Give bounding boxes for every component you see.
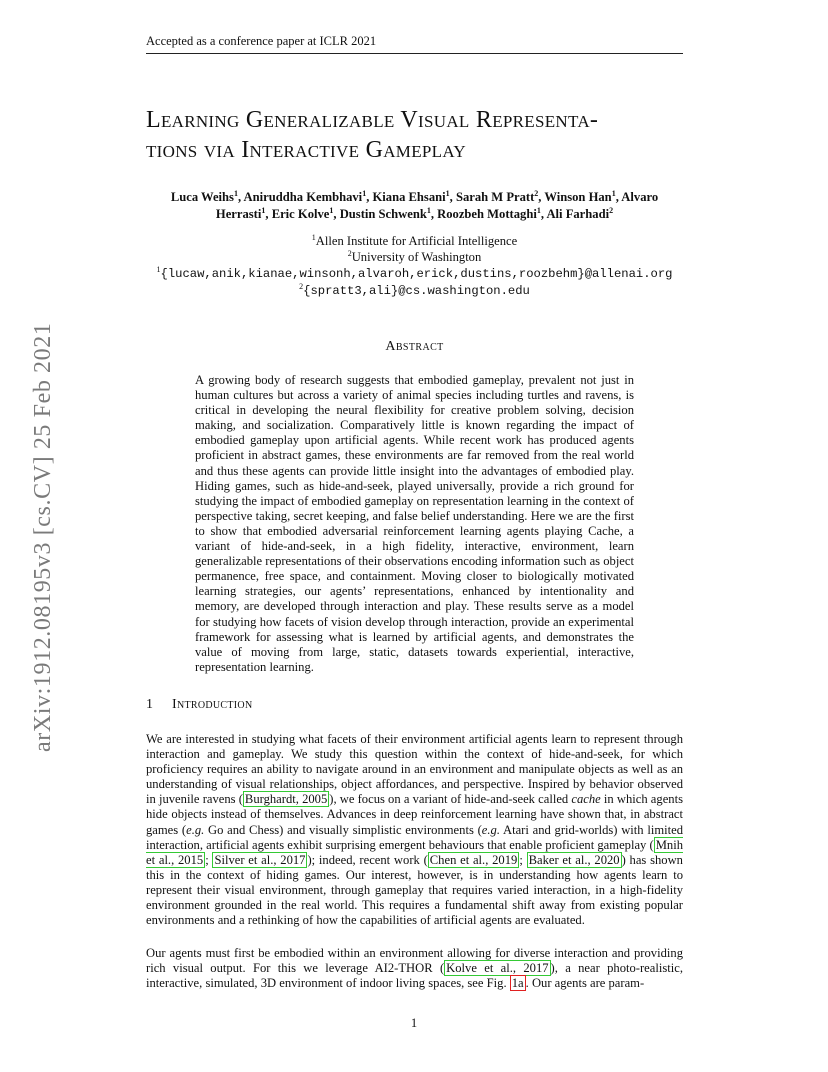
author: Dustin Schwenk: [339, 207, 427, 221]
author: Alvaro Herrasti: [215, 190, 659, 221]
intro-paragraph-1: We are interested in studying what facets of their environment artificial agents learn to represent through interaction and gameplay. We study this question within the context of hide-and-seek, for which proficiency requires an ability to navigate around in an environment and manipulate objects as well as an understanding of visual relationships, object affordances, and perspective. Inspired by behavior observed in juvenile ravens ( Burghardt, 2005 ), we focus on a variant of hide-and-seek called cache in which agents hide objects instead of themselves. Advances in deep reinforcement learning have shown that, in abstract games (e.g. Go and Chess) and visually simplistic environments (e.g. Atari and grid-worlds) with limited interaction, artificial agents exhibit surprising emergent behaviours that enable proficient gameplay ( Mnih et al., 2015 ; Silver et al., 2017 ); indeed, recent work ( Chen et al., 2019 ; Baker et al., 2020 ) has shown this in the context of hiding games. Our interest, however, is in understanding how agents learn to represent their visual environment, through gameplay that requires varied interaction, in a high-fidelity environment grounded in the real world. This requires a fundamental shift away from existing popular environments and a rethinking of how the capabilities of artificial agents are evaluated.: [146, 732, 684, 928]
author: Aniruddha Kembhavi: [243, 190, 363, 204]
author: Sarah M Pratt: [455, 190, 535, 204]
title-line-2: tions via Interactive Gameplay: [146, 137, 466, 163]
citation-link[interactable]: Burghardt, 2005: [244, 792, 328, 807]
running-header: Accepted as a conference paper at ICLR 2021: [146, 34, 377, 48]
email-1-text: {lucaw,anik,kianae,winsonh,alvaroh,erick,dustins,roozbehm}@allenai.org: [160, 267, 673, 281]
email-1: $^1${lucaw,anik,kianae,winsonh,alvaroh,erick,dustins,roozbehm}@allenai.org: [156, 264, 673, 281]
section-title: Introduction: [172, 697, 253, 712]
abstract-heading: Abstract: [385, 339, 444, 354]
author: Kiana Ehsani: [372, 190, 446, 204]
author: Roozbeh Mottaghi: [437, 207, 537, 221]
abstract-text: A growing body of research suggests that embodied gameplay, prevalent not just in human cultures but across a variety of animal species including turtles and ravens, is critical in developing the neural flexibility for creative problem solving, decision making, and socialization. Comparatively little is known regarding the impact of embodied gameplay upon artificial agents. While recent work has produced agents proficient in abstract games, these environments are far removed from the real world and thus these agents can provide little insight into the advantages of embodied play. Hiding games, such as hide-and-seek, played universally, provide a rich ground for studying the impact of embodied gameplay on representation learning in the context of perspective taking, secret keeping, and false belief understanding. Here we are the first to show that embodied adversarial reinforcement learning agents playing Cache, a variant of hide-and-seek, in a high fidelity, interactive, environment, learn generalizable representations of their observations encoding information such as object permanence, free space, and containment. Moving closer to biologically motivated learning strategies, our agents’ representations, enhanced by intentionality and memory, are developed through interaction and play. These results serve as a model for studying how facets of vision develop through interaction, provide an experimental framework for assessing what is learned by artificial agents, and demonstrates the value of moving from large, static, datasets towards experiential, interactive, representation learning.: [195, 373, 634, 674]
intro-paragraph-2: Our agents must first be embodied within an environment allowing for diverse interaction and providing rich visual output. For this we leverage AI2-THOR ( Kolve et al., 2017 ), a near photo-realistic, interactive, simulated, 3D environment of indoor living spaces, see Fig. 1a . Our agents are param-: [146, 946, 683, 991]
title-line-1: Learning Generalizable Visual Representa-: [146, 107, 599, 133]
page-number: 1: [410, 1016, 418, 1030]
affiliation-1-text: Allen Institute for Artificial Intelligence: [315, 234, 518, 248]
section-number: 1: [146, 697, 154, 712]
figure-reference-link[interactable]: 1a: [511, 976, 524, 991]
email-2-text: {spratt3,ali}@cs.washington.edu: [303, 284, 530, 298]
emphasis: cache: [571, 792, 601, 807]
citation-link[interactable]: Chen et al., 2019: [429, 852, 518, 867]
author: Luca Weihs: [170, 190, 234, 204]
author: Ali Farhadi: [546, 207, 610, 221]
citation-link[interactable]: Kolve et al., 2017: [446, 961, 549, 976]
affiliation-1: $^1$Allen Institute for Artificial Intelligence: [311, 232, 518, 248]
header-rule: [146, 53, 683, 54]
citation-link[interactable]: Baker et al., 2020: [528, 852, 620, 867]
citation-link[interactable]: Silver et al., 2017: [214, 852, 306, 867]
arxiv-stamp: arXiv:1912.08195v3 [cs.CV] 25 Feb 2021: [30, 322, 56, 752]
affiliation-2: $^2$University of Washington: [347, 248, 482, 264]
author-list: Luca Weihs$^1$, Aniruddha Kembhavi$^1$, Kiana Ehsani$^1$, Sarah M Pratt$^2$, Winson Han$^1$, Alvaro Herrasti$^1$, Eric Kolve$^1$, Dustin Schwenk$^1$, Roozbeh Mottaghi$^1$, Ali Farhadi$^2$: [170, 188, 659, 221]
author: Eric Kolve: [271, 207, 330, 221]
email-2: $^2${spratt3,ali}@cs.washington.edu: [299, 281, 530, 298]
paper-title: [146, 105, 686, 165]
section-heading: [146, 697, 252, 713]
affiliations: [120, 233, 709, 299]
citation-link[interactable]: Mnih et al., 2015: [146, 837, 683, 867]
author: Winson Han: [544, 190, 612, 204]
affiliation-2-text: University of Washington: [351, 250, 482, 264]
